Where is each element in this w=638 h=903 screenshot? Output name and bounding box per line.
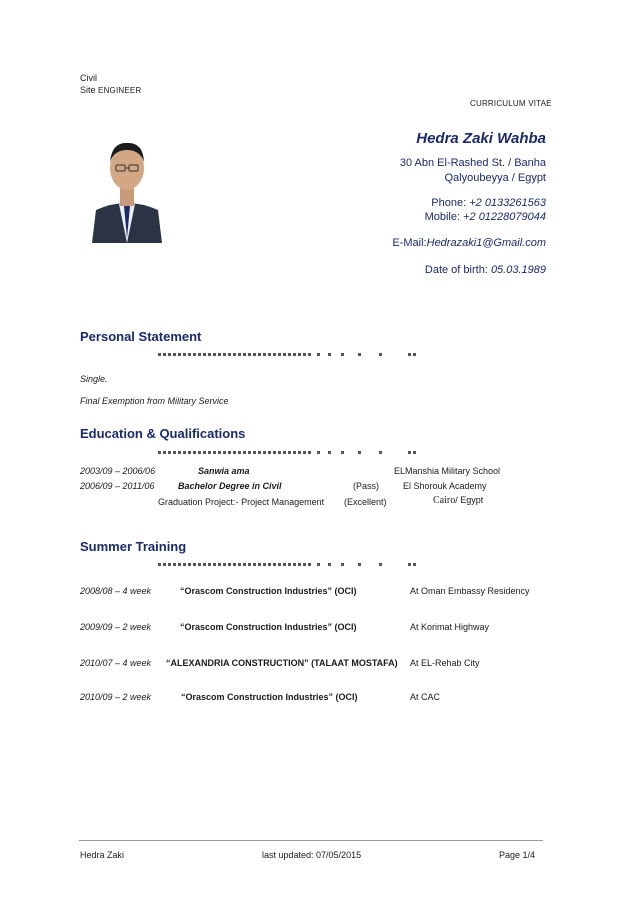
edu-school: ELManshia Military School xyxy=(394,466,501,476)
section-divider xyxy=(158,353,418,357)
mobile-line xyxy=(425,211,546,223)
footer-divider xyxy=(79,840,543,841)
candidate-name: Hedra Zaki Wahba xyxy=(416,130,546,147)
summer-training-heading: Summer Training xyxy=(80,539,187,554)
education-heading: Education & Qualifications xyxy=(80,426,246,441)
project-label: Graduation Project:- xyxy=(158,497,239,507)
header-engineer: ENGINEER xyxy=(98,86,142,95)
dob-value: 05.03.1989 xyxy=(490,264,546,276)
edu-degree: Bachelor Degree in Civil xyxy=(178,481,282,491)
project-city: Cairo xyxy=(433,495,456,506)
training-date: 2010/07 – 4 week xyxy=(80,658,152,668)
training-company: “Orascom Construction Industries” (OCI) xyxy=(180,586,357,596)
header-site: Site xyxy=(80,85,96,95)
training-company: “ALEXANDRIA CONSTRUCTION” (TALAAT MOSTAFA) xyxy=(166,658,398,668)
training-date: 2010/09 – 2 week xyxy=(80,692,152,702)
footer-name: Hedra Zaki xyxy=(80,850,125,860)
email-label: E-Mail: xyxy=(392,237,427,249)
edu-grade: (Pass) xyxy=(353,481,380,491)
dob-label: Date of birth: xyxy=(424,264,488,276)
training-date: 2009/09 – 2 week xyxy=(80,622,152,632)
project-title: Project Management xyxy=(241,497,325,507)
training-location: At Korimat Highway xyxy=(410,622,490,632)
edu-degree: Sanwia ama xyxy=(198,466,250,476)
training-location: At EL-Rehab City xyxy=(410,658,480,668)
section-divider xyxy=(158,451,418,455)
personal-item: Single. xyxy=(80,374,108,384)
training-location: At CAC xyxy=(410,692,441,702)
training-company: “Orascom Construction Industries” (OCI) xyxy=(180,622,357,632)
graduation-project-line xyxy=(158,497,324,507)
personal-item: Final Exemption from Military Service xyxy=(80,396,229,406)
mobile-label: Mobile: xyxy=(424,211,461,223)
footer-updated: last updated: 07/05/2015 xyxy=(262,850,362,860)
phone-line xyxy=(431,197,546,209)
project-grade: (Excellent) xyxy=(344,497,387,507)
project-country: / Egypt xyxy=(455,495,484,505)
edu-date: 2006/09 – 2011/06 xyxy=(80,481,155,491)
phone-value: +2 0133261563 xyxy=(469,197,546,209)
project-location xyxy=(433,495,483,506)
dob-line xyxy=(425,264,546,276)
header-title-line2 xyxy=(80,85,141,95)
personal-statement-heading: Personal Statement xyxy=(80,329,202,344)
training-date: 2008/08 – 4 week xyxy=(80,586,152,596)
section-divider xyxy=(158,563,418,567)
address-line1: 30 Abn El-Rashed St. / Banha xyxy=(399,157,546,169)
phone-label: Phone: xyxy=(431,197,467,209)
cv-label: CURRICULUM VITAE xyxy=(470,99,552,108)
email-line xyxy=(392,237,546,249)
profile-photo xyxy=(82,118,172,243)
edu-date: 2003/09 – 2006/06 xyxy=(80,466,156,476)
email-value: Hedrazaki1@Gmail.com xyxy=(426,237,546,249)
edu-school: El Shorouk Academy xyxy=(403,481,487,491)
training-location: At Oman Embassy Residency xyxy=(410,586,530,596)
training-company: “Orascom Construction Industries” (OCI) xyxy=(181,692,358,702)
mobile-value: +2 01228079044 xyxy=(463,211,546,223)
footer-page: Page 1/4 xyxy=(499,850,536,860)
header-title-line1: Civil xyxy=(80,73,97,83)
address-line2: Qalyoubeyya / Egypt xyxy=(444,172,546,184)
